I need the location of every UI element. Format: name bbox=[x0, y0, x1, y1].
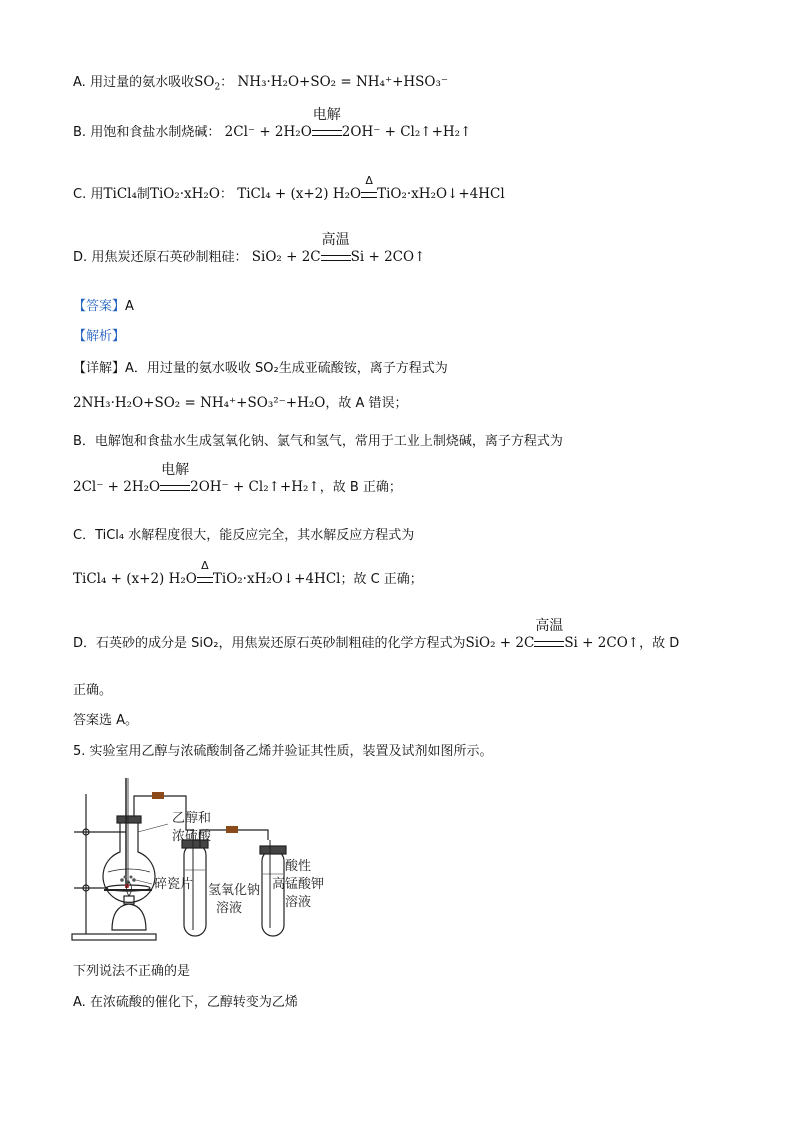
detail-c-condition: Δ bbox=[201, 559, 209, 572]
detail-a-end: ，故 A 错误； bbox=[325, 396, 408, 411]
detail-c-rhs: TiO₂·xH₂O↓+4HCl bbox=[212, 571, 341, 587]
label-ethanol-line1: 乙醇和 bbox=[172, 811, 212, 826]
option-b-lhs: 2Cl⁻ + 2H₂O bbox=[224, 124, 312, 140]
option-a-text: 用过量的氨水吸收 bbox=[90, 75, 195, 90]
detail-c-reaction-arrow bbox=[197, 559, 213, 588]
option-d-rhs: Si + 2CO↑ bbox=[350, 249, 426, 265]
detail-d-text: D．石英砂的成分是 SiO₂，用焦炭还原石英砂制粗硅的化学方程式为 bbox=[73, 636, 466, 651]
detail-b-equation-line bbox=[73, 462, 402, 497]
detail-d-reaction-arrow bbox=[534, 618, 564, 652]
detail-b-text: B．电解饱和食盐水生成氢氧化钠、氯气和氢气，常用于工业上制烧碱，离子方程式为 bbox=[73, 434, 563, 449]
option-c bbox=[73, 174, 505, 204]
option-b bbox=[73, 107, 472, 142]
detail-c-end: ；故 C 正确； bbox=[340, 572, 423, 587]
option-c-tio2: TiO₂·xH₂O bbox=[149, 186, 220, 202]
label-kmno4-line1: 酸性 bbox=[284, 859, 312, 874]
detail-d-end: ，故 D bbox=[639, 636, 680, 651]
question-5-stem: 5. 实验室用乙醇与浓硫酸制备乙烯并验证其性质，装置及试剂如图所示。 bbox=[73, 744, 493, 759]
option-c-label: C. bbox=[73, 187, 87, 202]
detail-choose: 答案选 A。 bbox=[73, 713, 139, 728]
answer-line bbox=[73, 297, 134, 316]
label-kmno4-line2: 高锰酸钾 bbox=[271, 877, 325, 892]
option-a-label: A. bbox=[73, 75, 86, 90]
option-a bbox=[73, 73, 448, 92]
detail-d-line bbox=[73, 618, 680, 653]
detail-choose-line bbox=[73, 711, 138, 730]
detail-c-lhs: TiCl₄ + (x+2) H₂O bbox=[73, 571, 197, 587]
option-c-lhs: TiCl₄ + (x+2) H₂O bbox=[237, 186, 362, 202]
option-c-condition: Δ bbox=[365, 174, 373, 187]
detail-d-cont-line bbox=[73, 681, 112, 700]
detail-a-equation-line bbox=[73, 394, 408, 413]
detail-d-cont: 正确。 bbox=[73, 683, 113, 698]
ethylene-apparatus-figure bbox=[68, 770, 333, 950]
detail-tag: 【详解】 bbox=[73, 361, 126, 376]
detail-a-text: A．用过量的氨水吸收 SO₂生成亚硫酸铵，离子方程式为 bbox=[125, 361, 448, 376]
detail-c-equation-line bbox=[73, 559, 423, 589]
question-5-prompt: 下列说法不正确的是 bbox=[73, 964, 191, 979]
option-c-colon: ： bbox=[219, 187, 233, 202]
option-c-pre: 用 bbox=[90, 187, 104, 202]
question-5-prompt-line bbox=[73, 962, 190, 981]
detail-d-condition: 高温 bbox=[535, 618, 564, 634]
detail-c-line bbox=[73, 526, 414, 545]
label-kmno4-line3: 溶液 bbox=[284, 895, 312, 910]
option-b-label: B. bbox=[73, 125, 87, 140]
detail-b-lhs: 2Cl⁻ + 2H₂O bbox=[73, 479, 161, 495]
rubber-joint-2 bbox=[226, 826, 238, 833]
label-porcelain-chips: 碎瓷片 bbox=[154, 877, 194, 892]
detail-a-line bbox=[73, 359, 448, 378]
option-a-colon: ： bbox=[220, 75, 234, 90]
detail-d-lhs: SiO₂ + 2C bbox=[465, 635, 535, 651]
option-d-label: D. bbox=[73, 250, 88, 265]
option-d-condition: 高温 bbox=[321, 232, 350, 248]
question-5-option-a: A. 在浓硫酸的催化下，乙醇转变为乙烯 bbox=[73, 995, 298, 1010]
analysis-line bbox=[73, 327, 125, 346]
detail-d-rhs: Si + 2CO↑ bbox=[564, 635, 640, 651]
rubber-joint-1 bbox=[152, 792, 164, 799]
detail-b-line bbox=[73, 432, 563, 451]
option-a-equation: NH₃·H₂O+SO₂ = NH₄⁺+HSO₃⁻ bbox=[237, 74, 449, 90]
option-b-text: 用饱和食盐水制烧碱： bbox=[90, 125, 221, 140]
detail-b-end: ，故 B 正确； bbox=[319, 480, 402, 495]
option-c-mid: 制 bbox=[136, 187, 150, 202]
option-b-condition: 电解 bbox=[312, 107, 341, 123]
stand-base bbox=[72, 934, 156, 940]
flask-stopper bbox=[117, 816, 141, 823]
detail-b-rhs: 2OH⁻ + Cl₂↑+H₂↑ bbox=[190, 479, 320, 495]
detail-c-text: C．TiCl₄ 水解程度很大，能反应完全，其水解反应方程式为 bbox=[73, 528, 415, 543]
answer-value: A bbox=[125, 299, 134, 314]
kmno4-test-tube bbox=[262, 850, 284, 936]
question-5-stem-line bbox=[73, 742, 493, 761]
option-d-reaction-arrow bbox=[321, 232, 351, 266]
alcohol-lamp bbox=[112, 904, 146, 930]
option-c-reaction-arrow bbox=[361, 174, 377, 203]
option-b-rhs: 2OH⁻ + Cl₂↑+H₂↑ bbox=[341, 124, 472, 140]
option-d-text: 用焦炭还原石英砂制粗硅： bbox=[91, 250, 248, 265]
detail-b-condition: 电解 bbox=[161, 462, 190, 478]
label-naoh-line1: 氢氧化钠 bbox=[208, 883, 261, 898]
answer-tag: 【答案】 bbox=[73, 299, 126, 314]
option-a-so2: $SO_2$ bbox=[194, 74, 221, 93]
option-c-ticl4: TiCl₄ bbox=[103, 186, 137, 202]
analysis-tag: 【解析】 bbox=[73, 329, 126, 344]
detail-a-equation: 2NH₃·H₂O+SO₂ = NH₄⁺+SO₃²⁻+H₂O bbox=[73, 395, 326, 411]
option-d-lhs: SiO₂ + 2C bbox=[251, 249, 321, 265]
label-ethanol-line2: 浓硫酸 bbox=[172, 829, 212, 844]
option-c-rhs: TiO₂·xH₂O↓+4HCl bbox=[377, 186, 505, 202]
question-5-option-a-line bbox=[73, 993, 298, 1012]
label-naoh-line2: 溶液 bbox=[216, 901, 243, 916]
option-b-reaction-arrow bbox=[312, 107, 342, 141]
option-d bbox=[73, 232, 426, 267]
detail-b-reaction-arrow bbox=[160, 462, 190, 496]
